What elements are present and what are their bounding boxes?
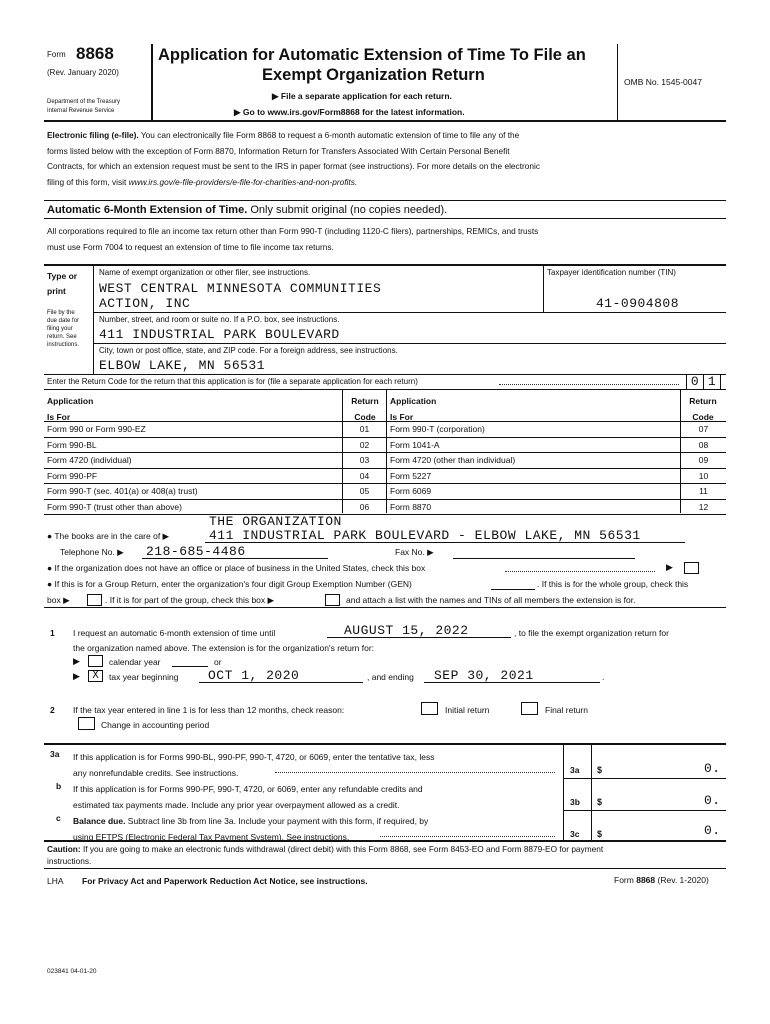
whole-group-checkbox[interactable] (87, 594, 102, 606)
print-label: print (47, 286, 66, 296)
books-care-of-name[interactable]: THE ORGANIZATION (209, 514, 342, 529)
type-label: Type or (47, 271, 78, 281)
caution-lead: Caution: (47, 844, 81, 854)
no-office-label: If the organization does not have an office or place of business in the United States, check this box (54, 563, 426, 573)
caution-text-1: If you are going to make an electronic funds withdrawal (direct debit) with this Form 8868, see Form 8453-EO and Form 8879-EO for payment (80, 844, 604, 854)
return-code-digit-1[interactable]: 0 (686, 374, 704, 390)
line-3b-label: 3b (570, 797, 580, 807)
no-us-office-text: ● If the organization does not have an office or place of business in the United States, check this box (47, 563, 426, 573)
revision-date: (Rev. January 2020) (47, 68, 119, 77)
th-isfor-r: Is For (390, 412, 414, 422)
th-code-r: Code (692, 412, 714, 422)
initial-return-checkbox[interactable] (421, 702, 438, 715)
line-3a-dollar: $ (597, 765, 603, 775)
form-ref-rev: (Rev. 1-2020) (655, 875, 709, 885)
line-3a-value[interactable]: 0. (704, 761, 721, 776)
code-table-left-form: Form 990-BL (47, 439, 97, 450)
code-table-right-form: Form 5227 (390, 470, 432, 481)
code-table-right-code: 07 (698, 424, 709, 434)
telephone-label: Telephone No. ▶ (60, 547, 124, 557)
caution-text-2: instructions. (47, 856, 92, 866)
code-table-right-form: Form 990-T (corporation) (390, 424, 485, 434)
privacy-notice: For Privacy Act and Paperwork Reduction Act Notice, see instructions. (82, 876, 368, 886)
omb-number: OMB No. 1545-0047 (624, 77, 702, 87)
accounting-period-checkbox[interactable] (78, 717, 95, 730)
auto-line-2: must use Form 7004 to request an extension of time to file income tax returns. (47, 242, 334, 252)
code-table-right-form: Form 8870 (390, 501, 432, 512)
group-attach-text: and attach a list with the names and TINs of all members the extension is for. (346, 595, 636, 605)
line-3a-text-1: If this application is for Forms 990-BL, 990-PF, 990-T, 4720, or 6069, enter the tentative tax, less (73, 752, 435, 762)
street-label: Number, street, and room or suite no. If a P.O. box, see instructions. (99, 315, 340, 324)
code-table-row-divider (44, 499, 726, 500)
books-care-address[interactable]: 411 INDUSTRIAL PARK BOULEVARD - ELBOW LAKE, MN 56531 (209, 528, 641, 543)
form-title-line-1: Application for Automatic Extension of Time To File an (158, 46, 586, 64)
auto-line-1: All corporations required to file an income tax return other than Form 990-T (including 1120-C filers), partnerships, REMICs, and trusts (47, 226, 539, 236)
no-office-arrow-icon: ▶ (666, 562, 673, 572)
file-note-3: filing your (47, 326, 73, 332)
group-text-1: If this is for a Group Return, enter the organization's four digit Group Exemption Number (GEN) (54, 579, 412, 589)
auto-extension-title: Automatic 6-Month Extension of Time. (47, 204, 248, 216)
line-3c-dollar: $ (597, 829, 603, 839)
th-isfor: Is For (47, 412, 71, 422)
efile-line-4: filing of this form, visit (47, 176, 129, 187)
group-text-whole: . If this is for the whole group, check this (537, 579, 689, 589)
code-table-right-form: Form 6069 (390, 486, 432, 496)
line-1-text-b: , to file the exempt organization return for (514, 628, 669, 638)
line-2-number: 2 (50, 705, 55, 715)
code-table-left-code: 03 (359, 455, 370, 465)
line-3b-text (73, 781, 423, 813)
efile-lead: Electronic filing (e-file). (47, 130, 139, 140)
code-table-bottom-border (44, 514, 726, 515)
file-by-note (47, 309, 79, 349)
code-table-left-form: Form 990-PF (47, 470, 98, 481)
code-table-right-code: 11 (699, 486, 708, 496)
file-note-4: return. See (47, 334, 77, 340)
code-table-right-code: 08 (698, 439, 709, 450)
form-reference (614, 875, 709, 885)
line-3c-text (73, 813, 428, 845)
part-group-checkbox[interactable] (325, 594, 340, 606)
gen-input[interactable] (491, 589, 535, 590)
line-3c-lead: Balance due. (73, 816, 126, 826)
line-1-text-c: the organization named above. The extension is for the organization's return for: (73, 643, 375, 653)
line-1-number: 1 (50, 628, 55, 638)
type-or-print-label (47, 269, 77, 299)
code-table-left-code: 04 (359, 470, 370, 481)
ending-label: , and ending (367, 672, 414, 682)
org-name-label: Name of exempt organization or other filer, see instructions. (99, 268, 311, 277)
tin-label: Taxpayer identification number (TIN) (547, 268, 676, 277)
code-table-left-form: Form 990-T (trust other than above) (47, 501, 182, 512)
code-table-right-form: Form 1041-A (390, 439, 440, 450)
code-table-row-divider (44, 483, 726, 484)
line-3c-label: 3c (570, 829, 580, 839)
auto-extension-note: Only submit original (no copies needed). (247, 204, 448, 216)
no-us-office-checkbox[interactable] (684, 562, 699, 574)
efile-line-1: You can electronically file Form 8868 to request a 6-month automatic extension of time to file any of the (138, 130, 520, 140)
code-table-left-code: 02 (359, 439, 370, 450)
code-table-right-code: 10 (698, 470, 709, 481)
return-code-digit-2[interactable]: 1 (703, 374, 721, 390)
line-3c-text-2: using EFTPS (Electronic Federal Tax Payment System). See instructions. (73, 832, 350, 842)
caution-note (47, 843, 603, 867)
code-table-left-code: 05 (359, 486, 370, 496)
instructions-line-2: ▶ Go to www.irs.gov/Form8868 for the latest information. (234, 107, 465, 117)
tin-value[interactable]: 41-0904808 (596, 296, 680, 311)
th-return-r: Return (689, 396, 717, 406)
code-table-right-code: 12 (698, 501, 709, 512)
calendar-arrow-icon: ▶ (73, 656, 80, 666)
file-note-2: due date for (47, 318, 80, 324)
line-3a-label: 3a (570, 765, 580, 775)
line-3c-text-1: Subtract line 3b from line 3a. Include your payment with this form, if required, by (125, 816, 429, 826)
or-label: or (214, 657, 222, 667)
code-table-left-code: 01 (359, 424, 370, 434)
tax-year-checkbox[interactable]: X (88, 670, 103, 682)
accounting-period-label: Change in accounting period (101, 720, 210, 730)
city-label: City, town or post office, state, and ZIP code. For a foreign address, see instructions. (99, 346, 398, 355)
code-table-left-form: Form 4720 (individual) (47, 455, 132, 465)
group-return-text: ● If this is for a Group Return, enter the organization's four digit Group Exemption Number (GEN) (47, 579, 412, 589)
tax-year-end[interactable]: SEP 30, 2021 (434, 668, 534, 683)
tax-year-arrow-icon: ▶ (73, 671, 80, 681)
auto-extension-heading (47, 204, 447, 216)
th-app-r: Application (390, 396, 437, 406)
extension-until-date[interactable]: AUGUST 15, 2022 (344, 623, 469, 638)
code-table-row-divider (44, 437, 726, 438)
th-app: Application (47, 396, 94, 406)
line-3a-text-2: any nonrefundable credits. See instructions. (73, 768, 239, 778)
calendar-year-checkbox[interactable] (88, 655, 103, 667)
care-label-text: The books are in the care of ▶ (54, 531, 170, 541)
final-return-checkbox[interactable] (521, 702, 538, 715)
instructions-line-1: ▶ File a separate application for each return. (272, 91, 452, 101)
efile-line-3: Contracts, for which an extension request must be sent to the IRS in paper format (see instructions). For more details on the electronic (47, 161, 540, 171)
auto-paragraph (47, 223, 538, 255)
line-1-period: . (602, 672, 605, 682)
line-3c-number: c (56, 813, 61, 823)
department-line-1: Department of the Treasury (47, 99, 121, 105)
group-part-text: . If it is for part of the group, check this box ▶ (105, 595, 275, 605)
city-value[interactable]: ELBOW LAKE, MN 56531 (99, 358, 266, 373)
telephone-value[interactable]: 218-685-4486 (146, 544, 246, 559)
initial-return-label: Initial return (445, 705, 490, 715)
form-code: 023841 04-01-20 (47, 968, 97, 975)
line-3b-text-2: estimated tax payments made. Include any prior year overpayment allowed as a credit. (73, 800, 400, 810)
line-3b-text-1: If this application is for Forms 990-PF, 990-T, 4720, or 6069, enter any refundable credits and (73, 784, 423, 794)
final-return-label: Final return (545, 705, 588, 715)
return-code-label: Enter the Return Code for the return that this application is for (file a separate application for each return) (47, 377, 418, 386)
th-return: Return (351, 396, 379, 406)
form-number: 8868 (76, 44, 114, 63)
org-name-line-2[interactable]: ACTION, INC (99, 296, 191, 311)
books-care-label: ● The books are in the care of ▶ (47, 531, 170, 541)
code-table-left-form: Form 990-T (sec. 401(a) or 408(a) trust) (47, 486, 198, 496)
code-table-row-divider (44, 452, 726, 453)
code-table-left-code: 06 (359, 501, 370, 512)
code-table-row-divider (44, 468, 726, 469)
form-ref-word: Form (614, 875, 634, 885)
fax-label: Fax No. ▶ (395, 547, 434, 557)
tax-year-begin[interactable]: OCT 1, 2020 (208, 668, 300, 683)
line-3c-value[interactable]: 0. (704, 823, 721, 838)
street-value[interactable]: 411 INDUSTRIAL PARK BOULEVARD (99, 327, 340, 342)
line-3a-text (73, 749, 434, 781)
tax-year-label: tax year beginning (109, 672, 179, 682)
lha-label: LHA (47, 876, 64, 886)
line-3a-number: 3a (50, 749, 60, 759)
code-table-right-code: 09 (698, 455, 709, 465)
org-name-line-1[interactable]: WEST CENTRAL MINNESOTA COMMUNITIES (99, 281, 382, 296)
line-3b-number: b (56, 781, 62, 791)
line-3b-value[interactable]: 0. (704, 793, 721, 808)
form-word: Form (47, 50, 66, 59)
group-box-label: box ▶ (47, 595, 70, 605)
code-table-left-form: Form 990 or Form 990-EZ (47, 424, 146, 434)
department-line-2: Internal Revenue Service (47, 108, 115, 114)
th-code: Code (354, 412, 376, 422)
efile-paragraph (47, 128, 727, 190)
line-1-text-a: I request an automatic 6-month extension of time until (73, 628, 276, 638)
file-note-1: File by the (47, 310, 75, 316)
calendar-year-label: calendar year (109, 657, 161, 667)
efile-line-2: forms listed below with the exception of Form 8870, Information Return for Transfers Associated With Certain Personal Benefit (47, 145, 510, 156)
form-title-line-2: Exempt Organization Return (262, 66, 485, 84)
line-2-text: If the tax year entered in line 1 is for less than 12 months, check reason: (73, 705, 345, 715)
code-table-right-form: Form 4720 (other than individual) (390, 455, 516, 465)
form-ref-number: 8868 (636, 875, 656, 885)
line-3b-dollar: $ (597, 797, 603, 807)
file-note-5: instructions. (47, 342, 80, 348)
calendar-year-input[interactable] (172, 666, 208, 667)
efile-url[interactable]: www.irs.gov/e-file-providers/e-file-for-charities-and-non-profits. (128, 176, 358, 187)
